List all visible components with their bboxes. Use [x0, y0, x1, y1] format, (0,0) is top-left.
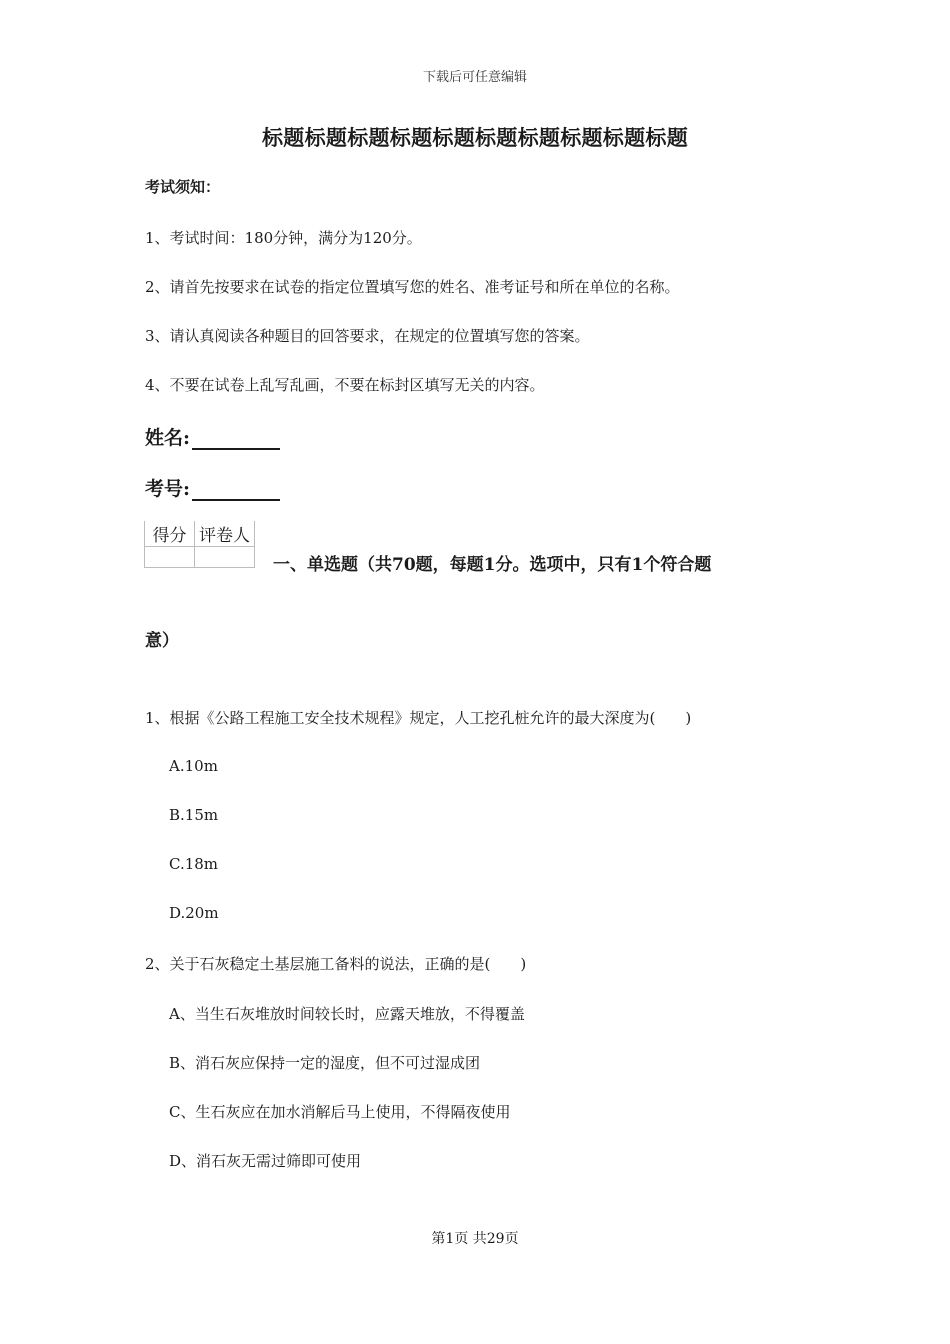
question-1-option-b: B.15m: [169, 806, 219, 824]
question-1-option-a: A.10m: [169, 757, 218, 775]
name-blank[interactable]: [192, 428, 280, 450]
question-1-option-d: D.20m: [169, 904, 219, 922]
exam-id-field: [145, 474, 280, 501]
section-title-continued: 意）: [145, 631, 179, 651]
question-2-option-a: A、当生石灰堆放时间较长时，应露天堆放，不得覆盖: [169, 1005, 525, 1023]
section-title: 一、单选题（共70题，每题1分。选项中，只有1个符合题: [273, 555, 712, 575]
notice-item: 4、不要在试卷上乱写乱画，不要在标封区填写无关的内容。: [145, 376, 545, 394]
question-1: 1、根据《公路工程施工安全技术规程》规定，人工挖孔桩允许的最大深度为( ): [145, 709, 692, 727]
grader-cell: [195, 547, 255, 568]
notice-heading: 考试须知：: [145, 178, 221, 196]
name-label: 姓名:: [145, 427, 191, 449]
notice-item: 1、考试时间：180分钟，满分为120分。: [145, 229, 422, 247]
name-field: [145, 423, 280, 450]
question-1-option-c: C.18m: [169, 855, 219, 873]
score-cell: [145, 547, 195, 568]
question-2: 2、关于石灰稳定土基层施工备料的说法，正确的是( ): [145, 955, 527, 973]
question-2-option-c: C、生石灰应在加水消解后马上使用，不得隔夜使用: [169, 1103, 511, 1121]
notice-item: 2、请首先按要求在试卷的指定位置填写您的姓名、准考证号和所在单位的名称。: [145, 278, 680, 296]
score-header: 得分: [145, 521, 195, 547]
question-2-option-d: D、消石灰无需过筛即可使用: [169, 1152, 362, 1170]
score-table: [144, 521, 255, 568]
question-2-option-b: B、消石灰应保持一定的湿度，但不可过湿成团: [169, 1054, 481, 1072]
page-number-footer: 第1页 共29页: [431, 1231, 519, 1247]
exam-id-label: 考号:: [145, 478, 191, 500]
page-title: 标题标题标题标题标题标题标题标题标题标题: [262, 125, 688, 150]
notice-item: 3、请认真阅读各种题目的回答要求，在规定的位置填写您的答案。: [145, 327, 590, 345]
exam-id-blank[interactable]: [192, 479, 280, 501]
header-note: 下载后可任意编辑: [422, 70, 527, 85]
grader-header: 评卷人: [195, 521, 255, 547]
